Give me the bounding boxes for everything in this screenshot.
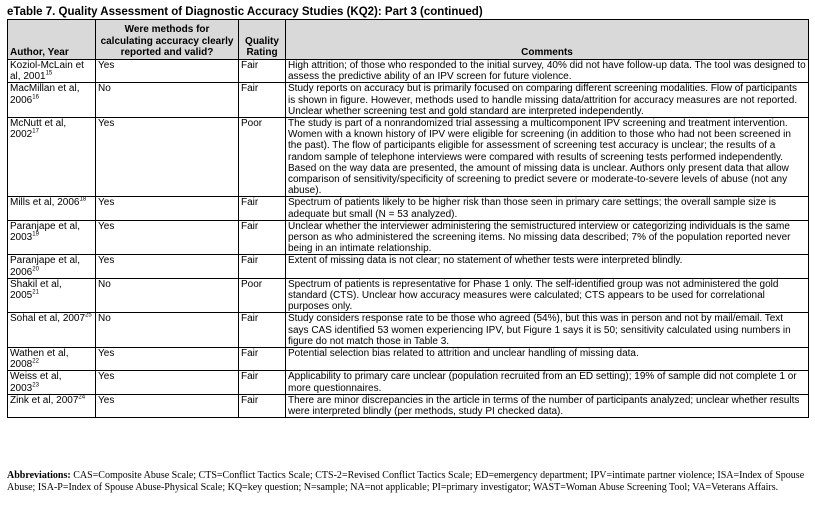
cell-methods: No xyxy=(96,313,239,348)
reference-number: 24 xyxy=(78,394,86,401)
cell-comments: The study is part of a nonrandomized trial assessing a multicomponent IPV screening and treatment intervention. Women with a known history of IPV were eligible for screening (in addition to those who had not been screened in the past). The flow of participants eligible for assessment of screening test accuracy is unclear; the results of a random sample of telephone interviews were compared with results of screening tests performed independently. Based on the way data are presented, the amount of missing data is unclear. Authors only present data that allow comparison of sensitivity/specificity of screening to predict severe or moderate-to-severe levels of abuse (not any abuse). xyxy=(286,118,809,197)
author-text: Paranjape et al, 2003 xyxy=(10,220,81,244)
table-row xyxy=(8,278,809,313)
reference-number: 21 xyxy=(32,289,39,296)
cell-methods: No xyxy=(96,83,239,118)
cell-author xyxy=(8,197,96,220)
cell-author xyxy=(8,60,96,83)
table-row xyxy=(8,371,809,394)
cell-author xyxy=(8,371,96,394)
header-methods: Were methods for calculating accuracy clearly reported and valid? xyxy=(96,20,239,60)
cell-author xyxy=(8,394,96,417)
table-row xyxy=(8,83,809,118)
table-row xyxy=(8,255,809,278)
reference-number: 18 xyxy=(79,197,87,204)
table-row xyxy=(8,348,809,371)
cell-comments: Extent of missing data is not clear; no statement of whether tests were interpreted blindly. xyxy=(286,255,809,278)
cell-methods: Yes xyxy=(96,255,239,278)
abbreviations-label: Abbreviations: xyxy=(7,470,71,481)
reference-number: 20 xyxy=(32,266,39,273)
cell-quality: Fair xyxy=(239,394,286,417)
table-row xyxy=(8,60,809,83)
cell-comments: Study considers response rate to be those who agreed (54%), but this was in person and not by mail/email. Text says CAS identified 53 women experiencing IPV, but Figure 1 says it is 50; sensitivity calculated using numbers in figure do not match those in Table 3. xyxy=(286,313,809,348)
author-text: Sohal et al, 2007 xyxy=(10,313,86,325)
cell-methods: Yes xyxy=(96,394,239,417)
cell-quality: Fair xyxy=(239,197,286,220)
cell-comments: Spectrum of patients is representative for Phase 1 only. The self-identified group was not administered the gold standard (CTS). Unclear how accuracy measures were calculated; CTS appears to be used for correlational purposes only. xyxy=(286,278,809,313)
cell-quality: Fair xyxy=(239,313,286,348)
reference-number: 23 xyxy=(32,382,39,389)
cell-quality: Fair xyxy=(239,60,286,83)
cell-methods: Yes xyxy=(96,348,239,371)
reference-number: 22 xyxy=(32,358,39,365)
cell-quality: Fair xyxy=(239,371,286,394)
author-text: Paranjape et al, 2006 xyxy=(10,255,81,278)
author-text: Mills et al, 2006 xyxy=(10,197,80,209)
cell-comments: Applicability to primary care unclear (population recruited from an ED setting); 19% of sample did not complete 1 or more questionnaires. xyxy=(286,371,809,394)
table-title: eTable 7. Quality Assessment of Diagnostic Accuracy Studies (KQ2): Part 3 (continued) xyxy=(7,6,483,18)
author-text: Shakil et al, 2005 xyxy=(10,278,62,302)
cell-author xyxy=(8,220,96,255)
cell-methods: No xyxy=(96,278,239,313)
table-row xyxy=(8,313,809,348)
cell-methods: Yes xyxy=(96,197,239,220)
author-text: Weiss et al, 2003 xyxy=(10,371,62,394)
table-row xyxy=(8,197,809,220)
author-text: Koziol-McLain et al, 2001 xyxy=(10,60,84,83)
cell-author xyxy=(8,255,96,278)
author-text: Wathen et al, 2008 xyxy=(10,348,69,371)
cell-comments: There are minor discrepancies in the article in terms of the number of participants analyzed; unclear whether results were interpreted blindly (per methods, study PI checked data). xyxy=(286,394,809,417)
cell-comments: Spectrum of patients likely to be higher risk than those seen in primary care settings; the overall sample size is adequate but small (N = 53 analyzed). xyxy=(286,197,809,220)
header-comments: Comments xyxy=(286,20,809,60)
reference-number: 15 xyxy=(45,70,53,77)
author-text: Zink et al, 2007 xyxy=(10,394,79,406)
reference-number: 25 xyxy=(85,313,92,320)
cell-comments: Unclear whether the interviewer administering the semistructured interview or categorizing individuals is the same person as who administered the screening items. No missing data described; 7% of the population reported never being in an intimate relationship. xyxy=(286,220,809,255)
cell-methods: Yes xyxy=(96,118,239,197)
cell-author xyxy=(8,118,96,197)
reference-number: 16 xyxy=(32,94,39,101)
table-body xyxy=(8,60,809,418)
cell-author xyxy=(8,313,96,348)
reference-number: 19 xyxy=(32,231,39,238)
abbreviations-note xyxy=(7,470,808,494)
cell-quality: Fair xyxy=(239,255,286,278)
cell-quality: Poor xyxy=(239,278,286,313)
header-author: Author, Year xyxy=(8,20,96,60)
abbreviations-text: CAS=Composite Abuse Scale; CTS=Conflict Tactics Scale; CTS-2=Revised Conflict Tactics Scale; ED=emergency department; IPV=intimate partner violence; ISA=Index of Spouse Abuse; ISA-P=Index of Spouse Abuse-Physical Scale; KQ=key question; N=sample; NA=not applicable; PI=primary investigator; WAST=Woman Abuse Screening Tool; VA=Veterans Affairs. xyxy=(7,470,805,493)
cell-quality: Fair xyxy=(239,83,286,118)
cell-comments: Potential selection bias related to attrition and unclear handling of missing data. xyxy=(286,348,809,371)
author-text: MacMillan et al, 2006 xyxy=(10,83,80,106)
cell-comments: High attrition; of those who responded to the initial survey, 40% did not have follow-up data. The tool was designed to assess the predictive ability of an IPV screen for future violence. xyxy=(286,60,809,83)
table-row xyxy=(8,118,809,197)
cell-methods: Yes xyxy=(96,371,239,394)
author-text: McNutt et al, 2002 xyxy=(10,118,67,141)
cell-quality: Fair xyxy=(239,348,286,371)
cell-methods: Yes xyxy=(96,220,239,255)
cell-quality: Fair xyxy=(239,220,286,255)
cell-author xyxy=(8,83,96,118)
reference-number: 17 xyxy=(32,128,39,135)
table-row xyxy=(8,394,809,417)
cell-methods: Yes xyxy=(96,60,239,83)
cell-author xyxy=(8,348,96,371)
header-row xyxy=(8,20,809,60)
header-quality: Quality Rating xyxy=(239,20,286,60)
cell-comments: Study reports on accuracy but is primarily focused on comparing different screening modalities. Flow of participants is shown in figure. However, methods used to handle missing data/attrition for accuracy measures are not reported. Unclear whether screening test and gold standard are interpreted independently. xyxy=(286,83,809,118)
cell-quality: Poor xyxy=(239,118,286,197)
quality-assessment-table xyxy=(7,19,809,418)
cell-author xyxy=(8,278,96,313)
table-row xyxy=(8,220,809,255)
